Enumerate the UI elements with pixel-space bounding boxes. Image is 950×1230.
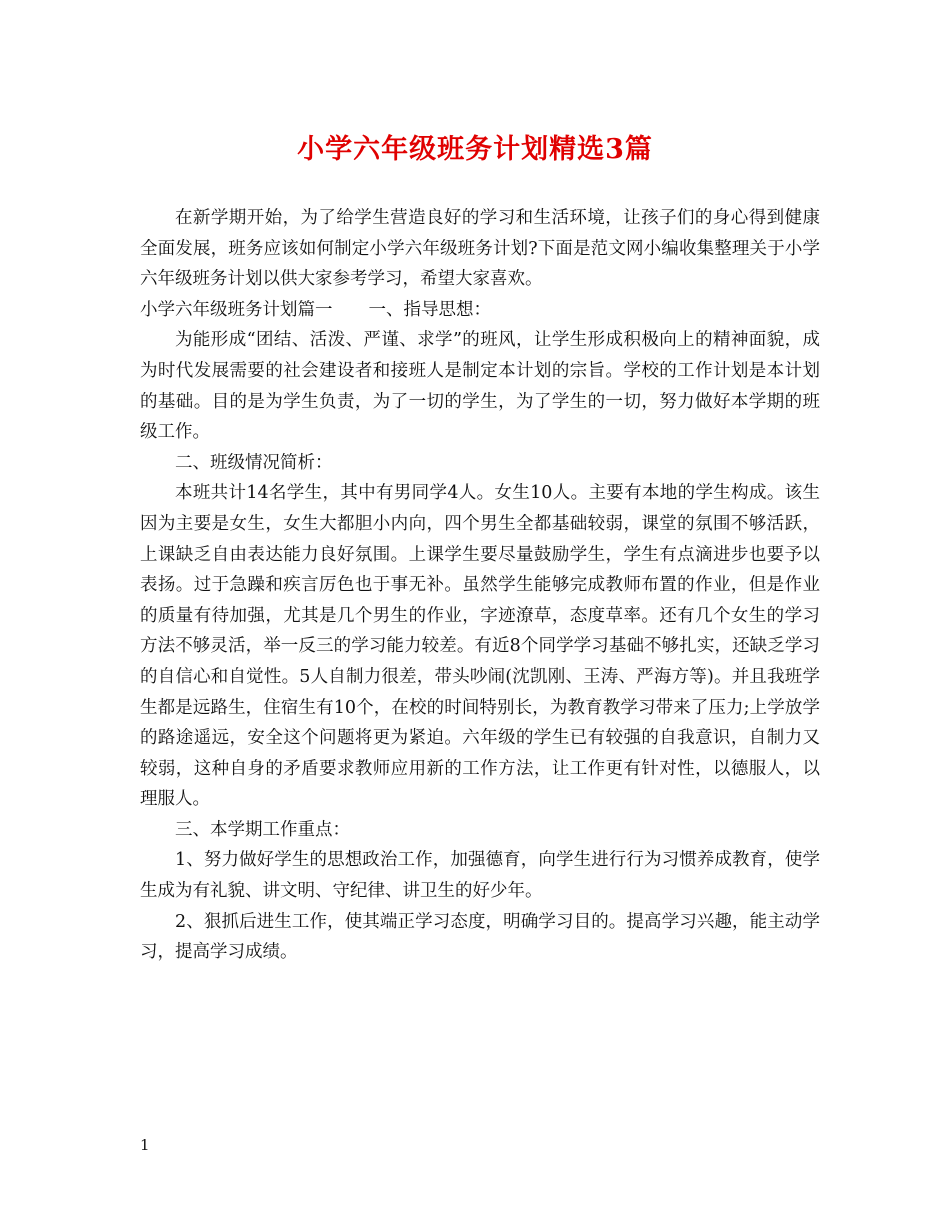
page-title: 小学六年级班务计划精选3篇 bbox=[297, 134, 653, 165]
document-body bbox=[140, 203, 820, 968]
list-item-1: 1、努力做好学生的思想政治工作，加强德育，向学生进行行为习惯养成教育，使学生成为有礼貌、讲文明、守纪律、讲卫生的好少年。 bbox=[140, 850, 820, 902]
section2-paragraph: 本班共计14名学生，其中有男同学4人。女生10人。主要有本地的学生构成。该生因为主要是女生，女生大都胆小内向，四个男生全都基础较弱，课堂的氛围不够活跃，上课缺乏自由表达能力良好氛围。上课学生要尽量鼓励学生，学生有点滴进步也要予以表扬。过于急躁和疾言厉色也于事无补。虽然学生能够完成教师布置的作业，但是作业的质量有待加强，尤其是几个男生的作业，字迹潦草，态度草率。还有几个女生的学习方法不够灵活，举一反三的学习能力较差。有近8个同学学习基础不够扎实，还缺乏学习的自信心和自觉性。5人自制力很差，带头吵闹(沈凯刚、王涛、严海方等)。并且我班学生都是远路生，住宿生有10个，在校的时间特别长，为教育教学习带来了压力;上学放学的路途遥远，安全这个问题将更为紧迫。六年级的学生已有较强的自我意识，自制力又较弱，这种自身的矛盾要求教师应用新的工作方法，让工作更有针对性，以德服人，以理服人。 bbox=[140, 483, 820, 810]
list-item-2: 2、狠抓后进生工作，使其端正学习态度，明确学习目的。提高学习兴趣，能主动学习，提高学习成绩。 bbox=[140, 911, 820, 963]
section1-heading: 一、指导思想： bbox=[368, 299, 491, 320]
intro-paragraph: 在新学期开始，为了给学生营造良好的学习和生活环境，让孩子们的身心得到健康全面发展，班务应该如何制定小学六年级班务计划?下面是范文网小编收集整理关于小学六年级班务计划以供大家参考学习，希望大家喜欢。 bbox=[140, 208, 820, 290]
part-label: 小学六年级班务计划篇一 bbox=[140, 299, 333, 320]
section1-paragraph: 为能形成“团结、活泼、严谨、求学”的班风，让学生形成积极向上的精神面貌，成为时代发展需要的社会建设者和接班人是制定本计划的宗旨。学校的工作计划是本计划的基础。目的是为学生负责，为了一切的学生，为了学生的一切，努力做好本学期的班级工作。 bbox=[140, 330, 820, 443]
part-heading-line bbox=[140, 295, 820, 326]
section2-heading: 二、班级情况简析： bbox=[175, 452, 333, 473]
section3-heading: 三、本学期工作重点： bbox=[175, 819, 350, 840]
page-number: 1 bbox=[140, 1136, 150, 1154]
